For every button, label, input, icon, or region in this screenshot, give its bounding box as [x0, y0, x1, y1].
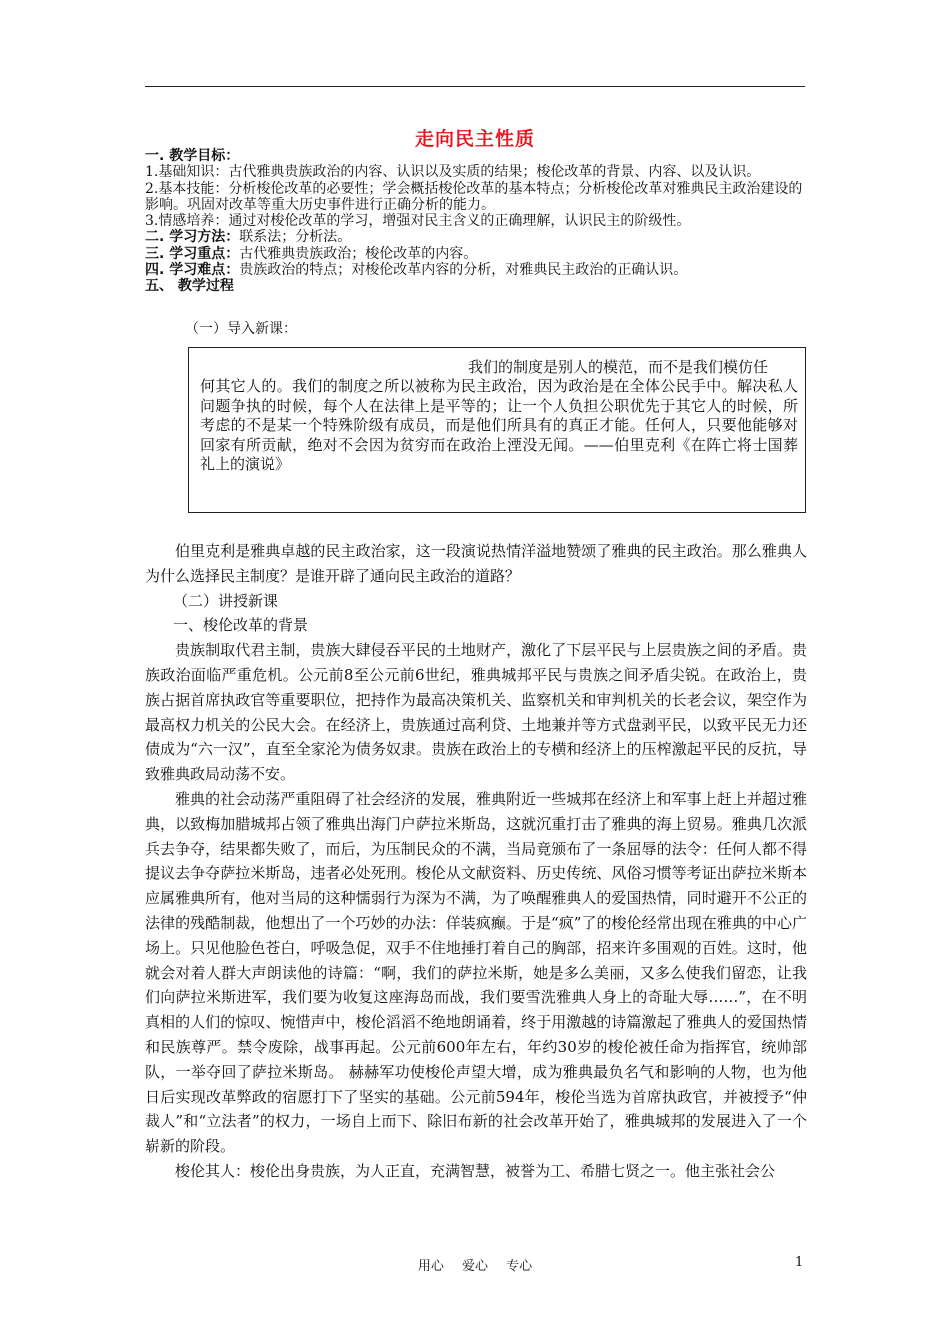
difficulty-label: 四. 学习难点：: [145, 262, 240, 279]
body-paragraph: 伯里克利是雅典卓越的民主政治家，这一段演说热情洋溢地赞颂了雅典的民主政治。那么雅典人为什么选择民主制度？是谁开辟了通向民主政治的道路？: [145, 542, 807, 585]
body-paragraph: 雅典的社会动荡严重阻碍了社会经济的发展，雅典附近一些城邦在经济上和军事上赶上并超过雅典，以致梅加腊城邦占领了雅典出海门户萨拉米斯岛，这就沉重打击了雅典的海上贸易。雅典几次派兵去争夺，结果都失败了，而后，为压制民众的不满，当局竟颁布了一条屈辱的法令：任何人都不得提议去争夺萨拉米斯岛，违者必处死刑。梭伦从文献资料、历史传统、风俗习惯等考证出萨拉米斯本应属雅典所有，他对当局的这种懦弱行为深为不满，为了唤醒雅典人的爱国热情，同时避开不公正的法律的残酷制裁，他想出了一个巧妙的办法：佯装疯癫。于是“疯”了的梭伦经常出现在雅典的中心广场上。只见他脸色苍白，呼吸急促，双手不住地捶打着自己的胸部，招来许多围观的百姓。这时，他就会对着人群大声朗读他的诗篇：“啊，我们的萨拉米斯，她是多么美丽，又多么使我们留恋，让我们向萨拉米斯进军，我们要为收复这座海岛而战，我们要雪洗雅典人身上的奇耻大辱……”，在不明真相的人们的惊叹、惋惜声中，梭伦滔滔不绝地朗诵着，终于用激越的诗篇激起了雅典人的爱国热情和民族尊严。禁令废除，战事再起。公元前600年左右，年约30岁的梭伦被任命为指挥官，统帅部队，一举夺回了萨拉米斯岛。 赫赫军功使梭伦声望大增，成为雅典最负名气和影响的人物，也为他日后实现改革弊政的宿愿打下了坚实的基础。公元前594年，梭伦当选为首席执政官，并被授予“仲裁人”和“立法者”的权力，一场自上而下、除旧布新的社会改革开始了，雅典城邦的发展进入了一个崭新的阶段。: [145, 789, 807, 1156]
page-number: 1: [795, 1255, 804, 1270]
footer-motto: 用心 爱心 专心: [417, 1259, 533, 1274]
objective-item: 3.情感培养：通过对梭伦改革的学习，增强对民主含义的正确理解，认识民主的阶级性。: [145, 213, 691, 230]
difficulty-text: 贵族政治的特点；对梭伦改革内容的分析，对雅典民主政治的正确认识。: [239, 262, 688, 279]
document-title: 走向民主性质: [414, 128, 535, 150]
objectives-heading: 一. 教学目标：: [145, 148, 240, 164]
body-paragraph: 贵族制取代君主制，贵族大肆侵吞平民的土地财产，激化了下层平民与上层贵族之间的矛盾。贵族政治面临严重危机。公元前8至公元前6世纪，雅典城邦平民与贵族之间矛盾尖锐。在政治上，贵族占据首席执政官等重要职位，把持作为最高决策机关、监察机关和审判机关的长老会议，架空作为最高权力机关的公民大会。在经济上，贵族通过高利贷、土地兼并等方式盘剥平民，以致平民无力还债成为“六一汉”，直至全家沦为债务奴隶。贵族在政治上的专横和经济上的压榨激起平民的反抗，导致雅典政局动荡不安。: [145, 641, 807, 784]
section-heading: 一、梭伦改革的背景: [173, 616, 309, 635]
quote-rest: 何其它人的。我们的制度之所以被称为民主政治，因为政治是在全体公民手中。解决私人问题争执的时候，每个人在法律上是平等的；让一个人负担公职优先于其它人的时候，所考虑的不是某一个特殊阶级有成员，而是他们所具有的真正才能。任何人，只要他能够对回家有所贡献，绝对不会因为贫穷而在政治上湮没无闻。——伯里克利《在阵亡将士国葬礼上的演说》: [200, 377, 798, 474]
focus-label: 三. 学习重点：: [145, 245, 240, 262]
lesson-body: [145, 539, 807, 1184]
body-paragraph: 梭伦其人：梭伦出身贵族，为人正直，充满智慧，被誉为工、希腊七贤之一。他主张社会公: [175, 1161, 776, 1180]
intro-heading: （一）导入新课：: [185, 321, 297, 337]
focus-text: 古代雅典贵族政治；梭伦改革的内容。: [239, 245, 478, 262]
method-text: 联系法；分析法。: [239, 229, 352, 246]
header-rule: [145, 86, 805, 87]
objective-item: 2.基本技能：分析梭伦改革的必要性；学会概括梭伦改革的基本特点；分析梭伦改革对雅典民主政治建设的影响。巩固对改革等重大历史事件进行正确分析的能力。: [145, 180, 803, 213]
process-heading: 五、 教学过程: [145, 278, 234, 295]
quote-text: [200, 358, 798, 474]
quote-lead: 我们的制度是别人的模范，而不是我们模仿任: [468, 358, 769, 376]
method-label: 二. 学习方法：: [145, 229, 240, 246]
objectives-section: [145, 148, 813, 295]
objective-item: 1.基础知识：古代雅典贵族政治的内容、认识以及实质的结果；梭伦改革的背景、内容、以及认识。: [145, 164, 761, 181]
section-heading: （二）讲授新课: [173, 591, 279, 610]
